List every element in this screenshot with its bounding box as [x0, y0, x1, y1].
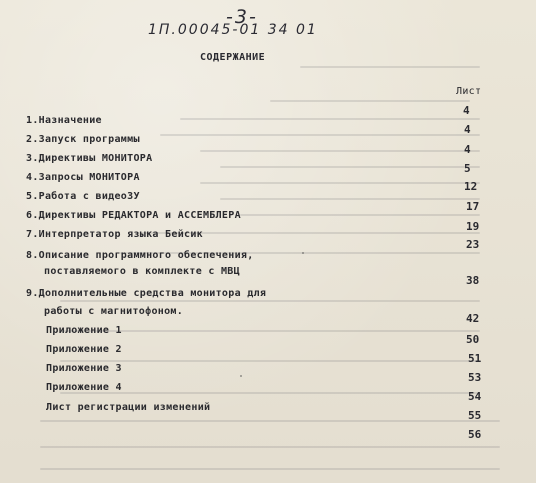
toc-page-appendix-1: 51	[468, 352, 482, 365]
toc-page-3: 5	[464, 162, 471, 175]
toc-item-5: 5.Работа с видеоЗУ	[26, 191, 140, 202]
toc-appendix-4: Приложение 4	[46, 382, 122, 393]
ink-speck	[240, 375, 242, 377]
toc-page-appendix-3: 54	[468, 390, 482, 403]
toc-page-5: 17	[466, 200, 480, 213]
toc-page-appendix-2: 53	[468, 371, 482, 384]
toc-appendix-1: Приложение 1	[46, 325, 122, 336]
sheet-column-header: Лист	[456, 86, 482, 97]
toc-item-4: 4.Запросы МОНИТОРА	[26, 172, 140, 183]
toc-page-7: 23	[466, 238, 480, 251]
toc-item-9-line2: работы с магнитофоном.	[44, 306, 184, 317]
toc-appendix-3: Приложение 3	[46, 363, 122, 374]
toc-item-6: 6.Директивы РЕДАКТОРА и АССЕМБЛЕРА	[26, 210, 241, 221]
toc-extra-page-mark-50: 50	[466, 333, 480, 346]
toc-item-7: 7.Интерпретатор языка Бейсик	[26, 229, 203, 240]
toc-extra-page-mark: 4	[463, 104, 470, 117]
page-number: -3-	[226, 6, 258, 28]
page-title: СОДЕРЖАНИЕ	[200, 52, 266, 63]
toc-item-8-line1: 8.Описание программного обеспечения,	[26, 250, 254, 261]
toc-page-4: 12	[464, 180, 478, 193]
toc-item-1: 1.Назначение	[26, 115, 102, 126]
toc-page-6: 19	[466, 220, 480, 233]
toc-change-log: Лист регистрации изменений	[46, 402, 211, 413]
toc-page-appendix-4: 55	[468, 409, 482, 422]
toc-page-9: 42	[466, 312, 480, 325]
ink-speck	[302, 252, 304, 254]
document-number: 1П.00045-01 34 01	[148, 22, 318, 38]
toc-item-2: 2.Запуск программы	[26, 134, 140, 145]
toc-page-8: 38	[466, 274, 480, 287]
toc-appendix-2: Приложение 2	[46, 344, 122, 355]
toc-page-2: 4	[464, 143, 471, 156]
toc-page-1: 4	[464, 123, 471, 136]
toc-item-8-line2: поставляемого в комплекте с МВЦ	[44, 266, 240, 277]
toc-item-3: 3.Директивы МОНИТОРА	[26, 153, 153, 164]
toc-page-change-log: 56	[468, 428, 482, 441]
toc-item-9-line1: 9.Дополнительные средства монитора для	[26, 288, 267, 299]
